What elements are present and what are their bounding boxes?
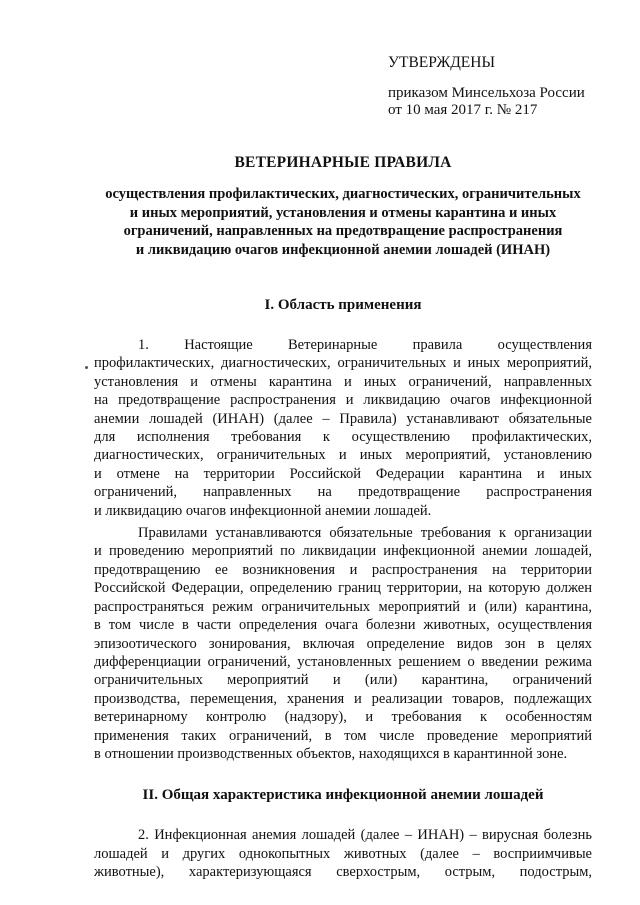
paragraph-line: ветеринарному контролю (надзору), и требования к особенностям (94, 709, 592, 726)
paragraph-line: на предотвращение распространения и ликвидацию очагов инфекционной (94, 392, 592, 409)
paragraph-line: Российской Федерации, определению границ территории, на которую должен (94, 580, 592, 597)
paragraph-line: Правилами устанавливаются обязательные требования к организации (138, 525, 592, 542)
document-title: ВЕТЕРИНАРНЫЕ ПРАВИЛА (234, 154, 452, 171)
paragraph-line: распространяться режим ограничительных мероприятий и (или) карантина, (94, 598, 592, 615)
paragraph-line: предотвращению ее возникновения и распространения на территории (94, 561, 592, 578)
paragraph-line: эпизоотического зонирования, включая определение видов зон в целях (94, 635, 592, 652)
approval-block (388, 54, 592, 119)
paragraph-line: в том числе в части определения очага болезни животных, осуществления (94, 617, 592, 634)
section-1-paragraph-2 (94, 524, 592, 763)
paragraph-line: ограничительных мероприятий и (или) карантина, ограничений (94, 672, 592, 689)
paragraph-line: в отношении производственных объектов, находящихся в карантинной зоне. (94, 745, 568, 762)
section-1-paragraph-1 (94, 336, 592, 520)
paragraph-line: дифференциации ограничений, установленных решением о введении режима (94, 653, 592, 670)
paragraph-line: животные), характеризующаяся сверхострым, острым, подострым, (94, 864, 592, 881)
section-2-paragraph-1 (94, 826, 592, 881)
document-subtitle (94, 185, 592, 259)
paragraph-line: профилактических, диагностических, ограничительных и иных мероприятий, (94, 355, 592, 372)
paragraph-line: для исполнения требования к осуществлению профилактических, (94, 429, 592, 446)
subtitle-line: осуществления профилактических, диагностических, ограничительных (105, 186, 581, 202)
approval-date-line: от 10 мая 2017 г. № 217 (388, 102, 538, 118)
subtitle-line: ограничений, направленных на предотвращение распространения (123, 223, 563, 239)
paragraph-line: производства, перемещения, хранения и реализации товаров, подлежащих (94, 690, 592, 707)
paragraph-line: 2. Инфекционная анемия лошадей (далее – ИНАН) – вирусная болезнь (138, 827, 592, 844)
subtitle-line: и иных мероприятий, установления и отмены карантина и иных (129, 204, 557, 221)
subtitle-line: и ликвидацию очагов инфекционной анемии лошадей (ИНАН) (135, 241, 551, 258)
paragraph-line: и отмене на территории Российской Федерации карантина и иных (94, 465, 592, 482)
scan-mark (85, 366, 88, 369)
paragraph-line: анемии лошадей (ИНАН) (далее – Правила) устанавливают обязательные (94, 410, 592, 427)
paragraph-line: и проведению мероприятий по ликвидации инфекционной анемии лошадей, (94, 543, 592, 560)
paragraph-line: установления и отмены карантина и иных ограничений, направленных (94, 373, 592, 390)
paragraph-line: лошадей и других однокопытных животных (далее – восприимчивые (94, 845, 592, 862)
paragraph-line: ограничений, направленных на предотвращение распространения (94, 484, 592, 501)
section-1-title: I. Область применения (264, 297, 422, 313)
paragraph-line: 1. Настоящие Ветеринарные правила осуществления (138, 337, 592, 353)
paragraph-line: и ликвидацию очагов инфекционной анемии лошадей. (94, 502, 432, 519)
paragraph-line: применения таких ограничений, в том числе проведение мероприятий (94, 727, 592, 744)
approval-heading: УТВЕРЖДЕНЫ (388, 54, 495, 71)
paragraph-line: диагностических, ограничительных и иных мероприятий, установлению (94, 447, 592, 464)
section-2-title: II. Общая характеристика инфекционной анемии лошадей (142, 787, 544, 804)
approval-order-line: приказом Минсельхоза России (388, 85, 585, 101)
